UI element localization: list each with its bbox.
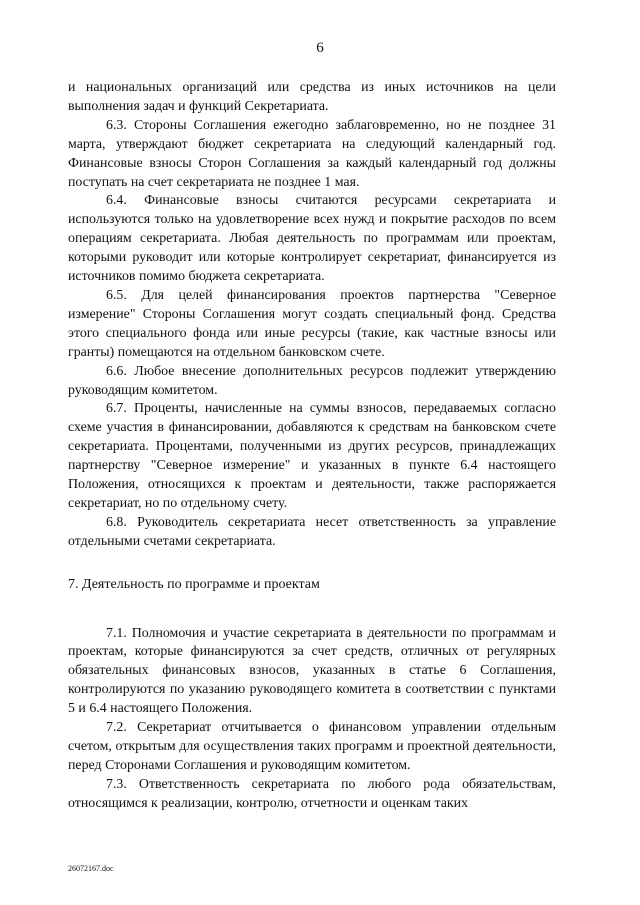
paragraph-6-8: 6.8. Руководитель секретариата несет ответственность за управление отдельными счетами секретариата. <box>68 514 556 549</box>
page-number: 6 <box>316 40 324 56</box>
paragraph-7-1: 7.1. Полномочия и участие секретариата в деятельности по программам и проектам, которые финансируются за счет средств, отличных от регулярных обязательных финансовых взносов, указанных в статье 6 Соглашения, контролируются по указанию руководящего комитета в соответствии с пунктами 5 и 6.4 настоящего Положения. <box>68 625 556 717</box>
paragraph-6-7: 6.7. Проценты, начисленные на суммы взносов, передаваемых согласно схеме участия в финансировании, добавляются к средствам на банковском счете секретариата. Процентами, полученными из других ресурсов, принадлежащих партнерству "Северное измерение" и указанных в пункте 6.4 настоящего Положения, относящихся к проектам и деятельности, также распоряжается секретариат, но по отдельному счету. <box>68 401 556 511</box>
paragraph-7-3: 7.3. Ответственность секретариата по любого рода обязательствам, относящимся к реализации, контролю, отчетности и оценкам таких <box>68 776 556 811</box>
paragraph-6-5: 6.5. Для целей финансирования проектов партнерства "Северное измерение" Стороны Соглашения могут создать специальный фонд. Средства этого специального фонда или иные ресурсы (такие, как частные взносы или гранты) помещаются на отдельном банковском счете. <box>68 287 556 360</box>
file-name-footer: 26072167.doc <box>68 864 114 873</box>
paragraph-continuation: и национальных организаций или средства из иных источников на цели выполнения задач и функций Секретариата. <box>68 80 556 114</box>
paragraph-6-4: 6.4. Финансовые взносы считаются ресурсами секретариата и используются только на удовлетворение всех нужд и покрытие расходов по всем операциям секретариата. Любая деятельность по программам или проектам, которыми руководит или которые контролирует секретариат, финансируется из источников помимо бюджета секретариата. <box>68 193 556 285</box>
document-body <box>68 79 556 814</box>
paragraph-6-6: 6.6. Любое внесение дополнительных ресурсов подлежит утверждению руководящим комитетом. <box>68 363 556 398</box>
paragraph-7-2: 7.2. Секретариат отчитывается о финансовом управлении отдельным счетом, открытым для осуществления таких программ и проектной деятельности, перед Сторонами Соглашения и руководящим комитетом. <box>68 720 556 773</box>
paragraph-6-3: 6.3. Стороны Соглашения ежегодно заблаговременно, но не позднее 31 марта, утверждают бюджет секретариата на следующий календарный год. Финансовые взносы Сторон Соглашения за каждый календарный год должны поступать на счет секретариата не позднее 1 мая. <box>68 117 556 190</box>
section-heading: 7. Деятельность по программе и проектам <box>68 576 320 592</box>
